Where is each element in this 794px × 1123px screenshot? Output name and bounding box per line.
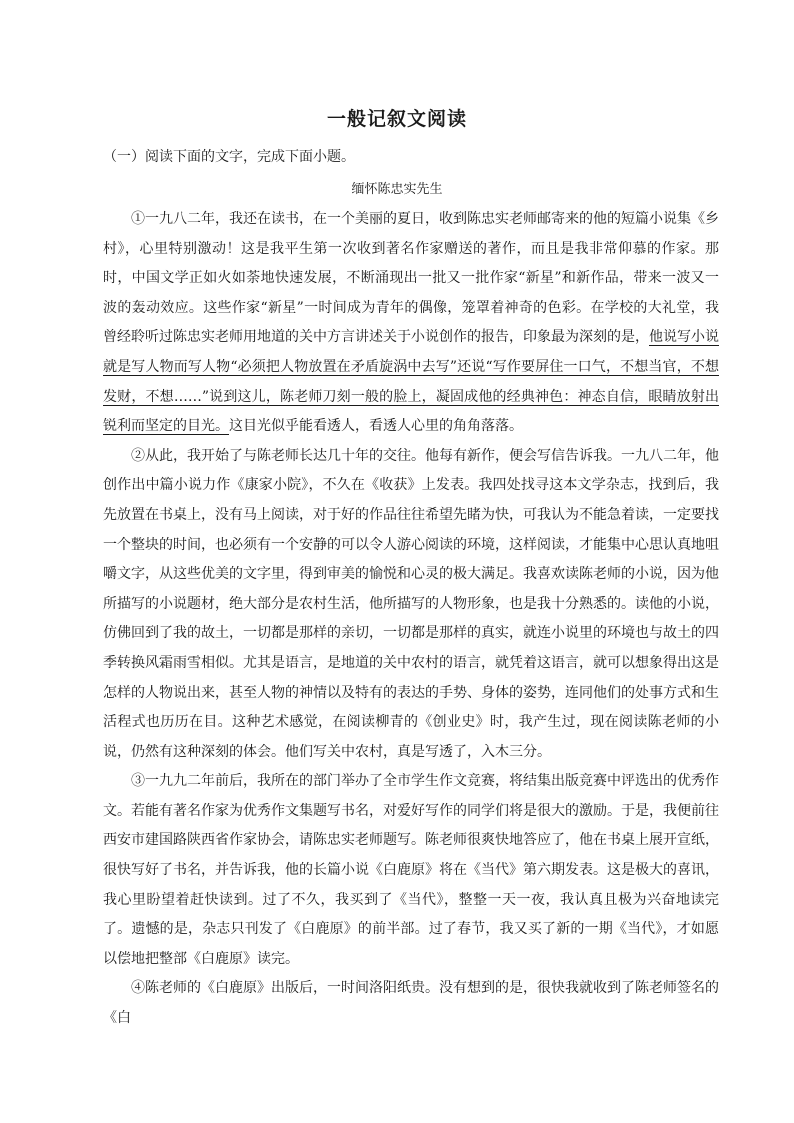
article-title: 缅怀陈忠实先生: [351, 182, 443, 197]
section-instruction: （一）阅读下面的文字，完成下面小题。: [103, 149, 355, 165]
article-body: [103, 205, 719, 1034]
paragraph-2: ②从此，我开始了与陈老师长达几十年的交往。他每有新作，便会写信告诉我。一九八二年，他创作出中篇小说力作《康家小院》，不久在《收获》上发表。我四处找寻这本文学杂志，找到后，我先放置在书桌上，没有马上阅读，对于好的作品往往希望先睹为快，可我认为不能急着读，一定要找一个整块的时间，也必须有一个安静的可以令人游心阅读的环境，这样阅读，才能集中心思认真地咀嚼文字，从这些优美的文字里，得到审美的愉悦和心灵的极大满足。我喜欢读陈老师的小说，因为他所描写的小说题材，绝大部分是农村生活，他所描写的人物形象，也是我十分熟悉的。读他的小说，仿佛回到了我的故土，一切都是那样的亲切，一切都是那样的真实，就连小说里的环境也与故土的四季转换风霜雨雪相似。尤其是语言，是地道的关中农村的语言，就凭着这语言，就可以想象得出这是怎样的人物说出来，甚至人物的神情以及特有的表达的手势、身体的姿势，连同他们的处事方式和生活程式也历历在目。这种艺术感觉，在阅读柳青的《创业史》时，我产生过，现在阅读陈老师的小说，仍然有这种深刻的体会。他们写关中农村，真是写透了，入木三分。: [103, 447, 719, 760]
paragraph-4: ④陈老师的《白鹿原》出版后，一时间洛阳纸贵。没有想到的是，很快我就收到了陈老师签名的《白: [103, 980, 719, 1027]
paragraph-1-text-end: 这目光似乎能看透人，看透人心里的角角落落。: [229, 418, 523, 435]
underlined-passage: 他说写小说就是写人物而写人物“必须把人物放置在矛盾旋涡中去写”还说“写作要屏住一口气，不想当官，不想发财，不想……”说到这儿，陈老师刀刻一般的脸上，凝固成他的经典神色：神态自信，眼睛放射出锐利而坚定的目光。: [103, 329, 719, 435]
paragraph-3: ③一九九二年前后，我所在的部门举办了全市学生作文竞赛，将结集出版竞赛中评选出的优秀作文。若能有著名作家为优秀作文集题写书名，对爱好写作的同学们将是很大的激励。于是，我便前往西安市建国路陕西省作家协会，请陈忠实老师题写。陈老师很爽快地答应了，他在书桌上展开宣纸，很快写好了书名，并告诉我，他的长篇小说《白鹿原》将在《当代》第六期发表。这是极大的喜讯，我心里盼望着赶快读到。过了不久，我买到了《当代》，整整一天一夜，我认真且极为兴奋地读完了。遗憾的是，杂志只刊发了《白鹿原》的前半部。过了春节，我又买了新的一期《当代》，才如愿以偿地把整部《白鹿原》读完。: [103, 773, 719, 967]
document-title: 一般记叙文阅读: [326, 108, 467, 130]
paragraph-1: [103, 205, 719, 442]
paragraph-1-text-start: ①一九八二年，我还在读书，在一个美丽的夏日，收到陈忠实老师邮寄来的他的短篇小说集《乡村》，心里特别激动！这是我平生第一次收到著名作家赠送的著作，而且是我非常仰慕的作家。那时，中国文学正如火如荼地快速发展，不断涌现出一批又一批作家“新星”和新作品，带来一波又一波的轰动效应。这些作家“新星”一时间成为青年的偶像，笼罩着神奇的色彩。在学校的大礼堂，我曾经聆听过陈忠实老师用地道的关中方言讲述关于小说创作的报告，印象最为深刻的是，: [103, 211, 719, 346]
